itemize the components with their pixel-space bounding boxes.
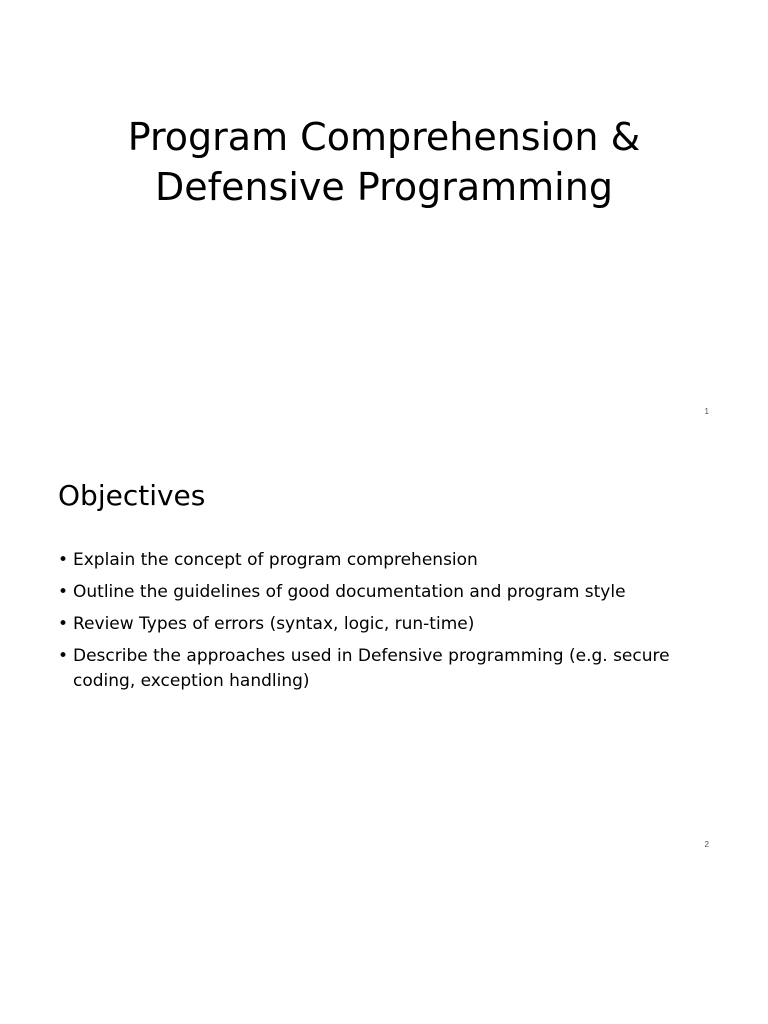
page-number-1: 1	[704, 407, 709, 416]
list-item	[58, 548, 708, 573]
bullet-icon: •	[58, 614, 69, 634]
bullet-icon: •	[58, 582, 69, 602]
slide-title	[0, 112, 768, 212]
bullet-text: Review Types of errors (syntax, logic, run-time)	[73, 614, 475, 634]
bullet-text: Explain the concept of program comprehension	[73, 550, 478, 570]
list-item	[58, 644, 708, 694]
list-item	[58, 612, 708, 637]
list-item	[58, 580, 708, 605]
objectives-list	[58, 548, 708, 701]
bullet-text: Outline the guidelines of good documentation and program style	[73, 582, 626, 602]
bullet-icon: •	[58, 550, 69, 570]
slide-title-line-1: Program Comprehension &	[127, 115, 641, 159]
bullet-icon: •	[58, 646, 69, 666]
objectives-heading: Objectives	[58, 479, 206, 512]
page-number-2: 2	[704, 840, 709, 849]
bullet-text: Describe the approaches used in Defensive programming (e.g. secure coding, exception handling)	[73, 646, 670, 691]
slide-title-line-2: Defensive Programming	[155, 165, 613, 209]
slide-1	[0, 0, 768, 430]
slide-2	[0, 430, 768, 870]
